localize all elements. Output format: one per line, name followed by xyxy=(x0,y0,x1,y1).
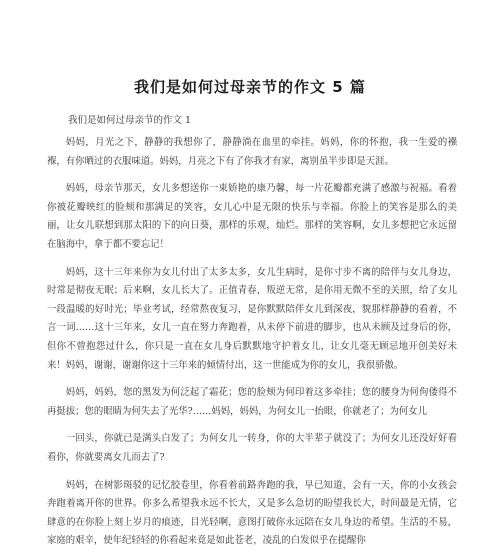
paragraph-2: 妈妈，母亲节那天，女儿多想送你一束娇艳的康乃馨，每一片花瓣都充满了感激与祝福。看着你被花瓣映红的脸颊和那满足的笑容，女儿心中是无限的快乐与幸福。你脸上的笑容是那么的美丽，让女儿联想到那太阳的下的向日葵，那样的乐观，灿烂。那样的笑容啊，女儿多想把它永远留在脑海中，拿于都不要忘记！ xyxy=(47,183,457,250)
paragraph-5: 一回头，你就已是满头白发了；为何女儿一转身，你的大半辈子就没了；为何女儿还没好好看看你，你就要离女儿而去了? xyxy=(47,433,457,463)
paragraph-6: 妈妈，在树影斑驳的记忆胶卷里，你看着前路奔跑的我，早已知道，会有一天，你的小女孩会奔跑着离开你的世界。你多么希望我永远不长大，又是多么急切的盼望我长大，时间最是无情，它肆意的在你脸上刻上岁月的痕迹，目光轻啊，意图打破你永远陪在女儿身边的希望。生活的不易，家庭的艰辛，使年纪轻轻的你看起来竟是如此苍老，凌乱的白发似乎在提醒你 xyxy=(47,479,457,547)
document-title: 我们是如何过母亲节的作文 5 篇 xyxy=(134,78,366,96)
paragraph-3: 妈妈，这十三年来你为女儿付出了太多太多，女儿生病时，是你寸步不离的陪伴与女儿身边，时常是彻夜无眠；后来啊，女儿长大了。正值青春，叛逆无常，是你用无微不至的关照，给了女儿一段温暖的好时光；毕业考试，经常熬夜复习，是你默默陪伴女儿到深夜，貌那样静静的看着，不言一词……这十三年来，女儿一直在努力奔跑着，从未停下前进的脚步，也从未顾及过身后的你，但你不曾抱怨过什么，你只是一直在女儿身后默默地守护着女儿，让女儿毫无顾忌地开创美好未来！妈妈，谢谢，谢谢你这十三年来的倾情付出，这一世能成为你的女儿，我很骄傲。 xyxy=(47,266,457,371)
document-body xyxy=(47,134,457,560)
paragraph-4: 妈妈，妈妈，您的黑发为何泛起了霜花；您的脸颊为何印着这多牵挂；您的腰身为何佝偻得不再挺拔；您的眼睛为何失去了光华?……妈妈，妈妈，为何女儿一抬眼，你就老了；为何女儿 xyxy=(47,387,457,417)
paragraph-1: 妈妈，月光之下，静静的我想你了，静静淌在血里的牵挂。妈妈，你的怀抱，我一生爱的襁褓，有你晒过的衣服味道。妈妈，月亮之下有了你我才有家，离别虽半步即是天涯。 xyxy=(47,137,457,167)
section-heading: 我们是如何过母亲节的作文 1 xyxy=(68,115,192,126)
